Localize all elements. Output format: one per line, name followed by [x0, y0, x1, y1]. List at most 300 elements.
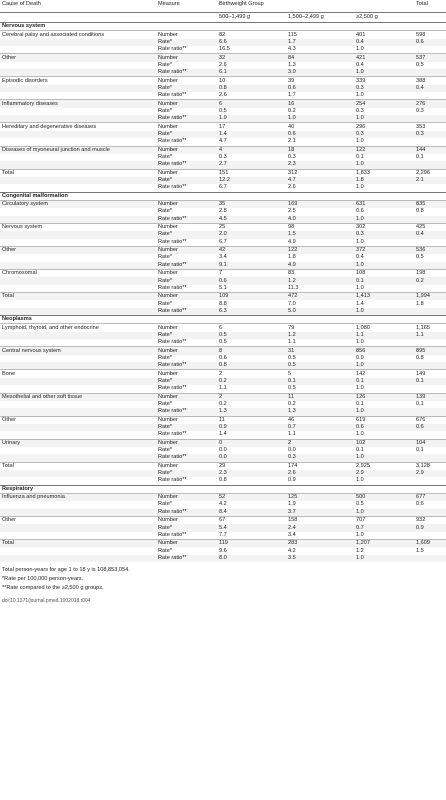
cause-label: Total	[0, 169, 156, 177]
value-cell	[414, 92, 446, 100]
value-cell: 9.1	[217, 262, 286, 270]
measure-label: Rate*	[158, 547, 172, 554]
value-cell	[414, 431, 446, 439]
measure-label: Rate ratio**	[158, 431, 187, 438]
value-cell: 1.0	[356, 385, 364, 392]
value-cell: 5	[286, 370, 354, 378]
value-cell: 2.6	[219, 61, 227, 68]
measure-label: Rate*	[158, 501, 172, 508]
value-cell: 2.6	[288, 184, 296, 191]
measure-label: Rate*	[156, 524, 217, 531]
value-cell: 2.1	[288, 138, 296, 145]
value-cell: 1.7	[286, 39, 354, 46]
table-row	[0, 332, 446, 339]
value-cell: 0.5	[288, 385, 296, 392]
value-cell: 276	[414, 100, 446, 108]
cause-label	[0, 385, 156, 393]
value-cell: 1.8	[288, 254, 296, 261]
value-cell: 0.3	[288, 154, 296, 161]
value-cell: 3.0	[286, 69, 354, 77]
value-cell: 1.9	[288, 501, 296, 508]
measure-label: Rate*	[156, 131, 217, 138]
value-cell: 3.5	[286, 555, 354, 562]
value-cell: 1.3	[286, 408, 354, 416]
value-cell: 1.4	[219, 431, 227, 438]
cause-label: Nervous system	[0, 223, 156, 231]
table-row	[0, 108, 446, 115]
value-cell: 1,080	[354, 324, 414, 332]
table-row	[0, 524, 446, 531]
value-cell: 4.2	[219, 501, 227, 508]
measure-label: Rate*	[158, 254, 172, 261]
value-cell: 1.0	[356, 477, 364, 484]
value-cell: 42	[217, 246, 286, 254]
cause-label	[0, 308, 156, 316]
value-cell: 4.7	[219, 138, 227, 145]
table-row	[0, 177, 446, 184]
value-cell: 0.2	[219, 401, 227, 408]
measure-label: Rate*	[156, 277, 217, 284]
table-row	[0, 100, 446, 108]
value-cell: 2.3	[217, 470, 286, 477]
cause-label	[0, 161, 156, 169]
measure-label: Number	[156, 462, 217, 470]
value-cell: 6.6	[217, 39, 286, 46]
value-cell: 0.5	[219, 107, 227, 114]
measure-label: Number	[156, 347, 217, 355]
value-cell: 1.0	[354, 454, 414, 462]
value-cell: 1,609	[414, 540, 446, 548]
value-cell: 472	[286, 293, 354, 301]
value-cell: 676	[414, 416, 446, 424]
cause-label	[0, 277, 156, 284]
value-cell: 151	[217, 169, 286, 177]
cause-label: Total	[0, 540, 156, 548]
value-cell: 102	[354, 439, 414, 447]
value-cell: 122	[286, 246, 354, 254]
value-cell: 0.7	[286, 424, 354, 431]
value-cell	[414, 262, 446, 270]
measure-label: Rate ratio**	[158, 184, 187, 191]
cause-label: Other	[0, 517, 156, 525]
cause-label	[0, 239, 156, 247]
measure-label: Number	[156, 540, 217, 548]
value-cell: 0.2	[288, 107, 296, 114]
value-cell: 598	[414, 31, 446, 39]
value-cell	[414, 216, 446, 224]
table-row	[0, 355, 446, 362]
table-row	[0, 540, 446, 548]
cause-label	[0, 555, 156, 562]
cause-label	[0, 547, 156, 554]
value-cell: 1.4	[217, 131, 286, 138]
value-cell: 2.9	[414, 470, 446, 477]
value-cell: 2,925	[354, 462, 414, 470]
value-cell: 1.2	[356, 547, 364, 554]
value-cell	[414, 161, 446, 169]
measure-label: Rate ratio**	[158, 477, 187, 484]
value-cell: 677	[414, 493, 446, 501]
measure-label: Number	[156, 270, 217, 278]
value-cell: 353	[414, 123, 446, 131]
value-cell: 0.5	[286, 362, 354, 370]
value-cell: 2,296	[414, 169, 446, 177]
value-cell: 4.9	[286, 262, 354, 270]
table-row	[0, 347, 446, 355]
table-row	[0, 493, 446, 501]
value-cell: 8.0	[217, 555, 286, 562]
value-cell	[414, 339, 446, 347]
table-row	[0, 46, 446, 54]
value-cell: 52	[217, 493, 286, 501]
cause-label	[0, 131, 156, 138]
value-cell: 1.7	[288, 92, 296, 99]
header-group-1: 500–1,499 g	[217, 13, 286, 23]
table-row	[0, 270, 446, 278]
value-cell: 174	[286, 462, 354, 470]
cause-label	[0, 408, 156, 416]
value-cell: 0.5	[356, 501, 364, 508]
table-row	[0, 85, 446, 92]
value-cell: 619	[354, 416, 414, 424]
value-cell: 2.6	[219, 92, 227, 99]
value-cell: 1.8	[416, 300, 424, 307]
measure-label: Number	[156, 169, 217, 177]
value-cell: 6.7	[219, 238, 227, 245]
value-cell: 1.0	[356, 284, 364, 291]
value-cell: 932	[414, 517, 446, 525]
value-cell: 0.1	[356, 447, 364, 454]
value-cell: 1.0	[354, 115, 414, 123]
cause-label	[0, 46, 156, 54]
value-cell: 1.0	[354, 308, 414, 316]
value-cell: 401	[354, 31, 414, 39]
value-cell: 1,413	[354, 293, 414, 301]
measure-label: Rate ratio**	[158, 238, 187, 245]
value-cell: 0.3	[286, 454, 354, 462]
value-cell: 0.3	[356, 107, 364, 114]
table-row	[0, 246, 446, 254]
value-cell: 500	[354, 493, 414, 501]
header-group-2: 1,500–2,499 g	[286, 13, 354, 23]
cause-label	[0, 470, 156, 477]
table-row	[0, 39, 446, 46]
value-cell: 421	[354, 54, 414, 62]
table-row	[0, 300, 446, 307]
value-cell: 1.0	[354, 509, 414, 517]
value-cell: 122	[354, 146, 414, 154]
measure-label: Number	[156, 293, 217, 301]
value-cell: 83	[286, 270, 354, 278]
measure-label: Rate ratio**	[158, 138, 187, 145]
value-cell	[414, 115, 446, 123]
value-cell: 1.1	[288, 431, 296, 438]
value-cell: 198	[414, 270, 446, 278]
value-cell: 8.8	[219, 300, 227, 307]
value-cell: 0.4	[414, 231, 446, 238]
measure-label: Rate*	[156, 424, 217, 431]
table-row	[0, 555, 446, 562]
cause-label	[0, 39, 156, 46]
value-cell: 32	[217, 54, 286, 62]
table-row	[0, 69, 446, 77]
value-cell	[414, 362, 446, 370]
value-cell: 0.8	[217, 85, 286, 92]
value-cell: 3.7	[286, 509, 354, 517]
measure-label: Rate*	[156, 177, 217, 184]
table-row	[0, 462, 446, 470]
table-row	[0, 31, 446, 39]
value-cell: 40	[286, 123, 354, 131]
table-row	[0, 408, 446, 416]
table-row	[0, 454, 446, 462]
cause-label: Chromosomal	[0, 270, 156, 278]
measure-label: Rate ratio**	[156, 408, 217, 416]
table-row	[0, 285, 446, 293]
value-cell: 67	[217, 517, 286, 525]
measure-label: Rate ratio**	[158, 46, 187, 53]
value-cell: 0.8	[416, 208, 424, 215]
table-row	[0, 431, 446, 439]
value-cell: 254	[354, 100, 414, 108]
value-cell: 0.3	[219, 154, 227, 161]
cause-label	[0, 509, 156, 517]
measure-label: Rate ratio**	[158, 284, 187, 291]
cause-label: Bone	[0, 370, 156, 378]
measure-label: Rate ratio**	[156, 115, 217, 123]
value-cell: 1.2	[286, 277, 354, 284]
value-cell: 0.8	[217, 362, 286, 370]
cause-label: Lymphoid, thyroid, and other endocrine	[0, 324, 156, 332]
value-cell: 0.6	[286, 85, 354, 92]
measure-label: Number	[156, 246, 217, 254]
value-cell: 388	[414, 77, 446, 85]
cause-label	[0, 62, 156, 69]
measure-label: Rate ratio**	[156, 69, 217, 77]
measure-label: Rate*	[158, 401, 172, 408]
table-row	[0, 439, 446, 447]
value-cell: 1.0	[356, 431, 364, 438]
table-row	[0, 424, 446, 431]
table-row	[0, 501, 446, 508]
table-row	[0, 184, 446, 192]
value-cell: 1.0	[354, 69, 414, 77]
table-row	[0, 131, 446, 138]
table-row	[0, 416, 446, 424]
cause-label	[0, 216, 156, 224]
value-cell: 35	[217, 200, 286, 208]
cause-label	[0, 254, 156, 261]
value-cell: 0	[217, 439, 286, 447]
table-row	[0, 324, 446, 332]
section-row	[0, 316, 446, 324]
value-cell: 0.9	[217, 424, 286, 431]
table-row	[0, 517, 446, 525]
measure-label: Number	[156, 517, 217, 525]
value-cell: 16	[286, 100, 354, 108]
value-cell: 0.5	[288, 354, 296, 361]
measure-label: Rate ratio**	[156, 509, 217, 517]
value-cell: 84	[286, 54, 354, 62]
value-cell: 0.9	[356, 354, 364, 361]
value-cell: 2.5	[288, 208, 296, 215]
cause-label	[0, 231, 156, 238]
value-cell: 0.7	[354, 524, 414, 531]
value-cell: 631	[354, 200, 414, 208]
value-cell: 109	[217, 293, 286, 301]
value-cell: 0.3	[416, 107, 424, 114]
value-cell: 0.8	[219, 477, 227, 484]
cause-label	[0, 177, 156, 184]
value-cell: 1.0	[354, 216, 414, 224]
table-row	[0, 378, 446, 385]
value-cell: 12.2	[217, 177, 286, 184]
value-cell: 98	[286, 223, 354, 231]
cause-label: Mesothelial and other soft tissue	[0, 393, 156, 401]
table-body	[0, 23, 446, 563]
measure-label: Rate*	[156, 378, 217, 385]
value-cell: 0.5	[219, 339, 227, 346]
value-cell: 0.5	[416, 254, 424, 261]
cause-label	[0, 184, 156, 192]
value-cell: 139	[414, 393, 446, 401]
value-cell	[414, 385, 446, 393]
value-cell: 0.1	[416, 447, 424, 454]
value-cell: 1.4	[356, 300, 364, 307]
value-cell: 0.3	[354, 131, 414, 138]
value-cell: 1.0	[356, 339, 364, 346]
value-cell: 1.1	[219, 385, 227, 392]
value-cell: 1.3	[288, 61, 296, 68]
measure-label: Rate*	[158, 154, 172, 161]
value-cell: 79	[286, 324, 354, 332]
value-cell: 1,165	[414, 324, 446, 332]
value-cell: 1.9	[217, 115, 286, 123]
cause-label	[0, 532, 156, 540]
cause-label: Other	[0, 54, 156, 62]
value-cell: 2.8	[219, 208, 227, 215]
value-cell: 0.0	[288, 447, 296, 454]
cause-label	[0, 69, 156, 77]
doi-link[interactable]: doi:10.1371/journal.pmed.1002018.t004	[2, 598, 91, 605]
value-cell: 0.2	[414, 277, 446, 284]
table-row	[0, 477, 446, 485]
value-cell: 0.6	[354, 424, 414, 431]
measure-label: Rate ratio**	[156, 161, 217, 169]
measure-label: Number	[156, 100, 217, 108]
section-row	[0, 23, 446, 31]
header-measure: Measure	[156, 0, 217, 13]
value-cell: 0.4	[354, 39, 414, 46]
cause-label	[0, 138, 156, 146]
value-cell: 9.6	[219, 547, 227, 554]
value-cell: 0.6	[356, 208, 364, 215]
measure-label: Number	[156, 77, 217, 85]
measure-label: Rate*	[156, 39, 217, 46]
measure-label: Number	[156, 31, 217, 39]
section-title: Neoplasms	[0, 316, 446, 324]
cause-label	[0, 362, 156, 370]
value-cell	[414, 477, 446, 485]
section-title: Respiratory	[0, 485, 446, 493]
table-row	[0, 239, 446, 247]
cause-label	[0, 332, 156, 339]
cause-label	[0, 300, 156, 307]
cause-label: Urinary	[0, 439, 156, 447]
value-cell: 1.0	[356, 92, 364, 99]
measure-label: Rate*	[156, 470, 217, 477]
value-cell: 7	[217, 270, 286, 278]
value-cell	[414, 532, 446, 540]
value-cell: 372	[354, 246, 414, 254]
table-row	[0, 362, 446, 370]
measure-label: Number	[156, 393, 217, 401]
value-cell: 707	[354, 517, 414, 525]
value-cell: 0.2	[217, 378, 286, 385]
value-cell: 0.1	[354, 378, 414, 385]
measure-label: Number	[156, 439, 217, 447]
value-cell: 0.1	[354, 277, 414, 284]
value-cell: 169	[286, 200, 354, 208]
value-cell	[414, 46, 446, 54]
value-cell: 3.4	[219, 254, 227, 261]
cause-label: Circulatory system	[0, 200, 156, 208]
table-row	[0, 532, 446, 540]
value-cell: 1,833	[354, 169, 414, 177]
value-cell	[414, 308, 446, 316]
value-cell: 296	[354, 123, 414, 131]
value-cell: 144	[414, 146, 446, 154]
value-cell: 0.4	[356, 61, 364, 68]
table-row	[0, 470, 446, 477]
value-cell	[414, 285, 446, 293]
footnote: Total person-years for age 1 to 18 y is 108,853,054.	[2, 567, 130, 574]
measure-label: Number	[156, 370, 217, 378]
table-row	[0, 262, 446, 270]
measure-label: Rate ratio**	[156, 216, 217, 224]
value-cell: 4.7	[286, 177, 354, 184]
value-cell: 537	[414, 54, 446, 62]
value-cell: 4.9	[288, 238, 296, 245]
value-cell	[414, 454, 446, 462]
value-cell: 16.5	[219, 46, 230, 53]
value-cell: 0.2	[288, 401, 296, 408]
table-row	[0, 547, 446, 554]
table-row	[0, 509, 446, 517]
cause-label	[0, 454, 156, 462]
measure-label: Number	[156, 493, 217, 501]
value-cell: 8	[217, 347, 286, 355]
measure-label: Rate*	[156, 231, 217, 238]
cause-label	[0, 424, 156, 431]
value-cell: 25	[217, 223, 286, 231]
value-cell: 1.1	[288, 339, 296, 346]
value-cell: 0.1	[414, 378, 446, 385]
table-row	[0, 254, 446, 261]
section-title: Nervous system	[0, 23, 446, 31]
section-row	[0, 192, 446, 200]
value-cell: 0.6	[414, 39, 446, 46]
cause-label	[0, 115, 156, 123]
value-cell: 2.7	[217, 161, 286, 169]
value-cell	[414, 138, 446, 146]
measure-label: Rate*	[158, 447, 172, 454]
value-cell: 1.0	[354, 408, 414, 416]
value-cell: 0.8	[416, 354, 424, 361]
value-cell: 0.9	[288, 477, 296, 484]
value-cell: 4.5	[217, 216, 286, 224]
value-cell: 1.0	[356, 531, 364, 538]
